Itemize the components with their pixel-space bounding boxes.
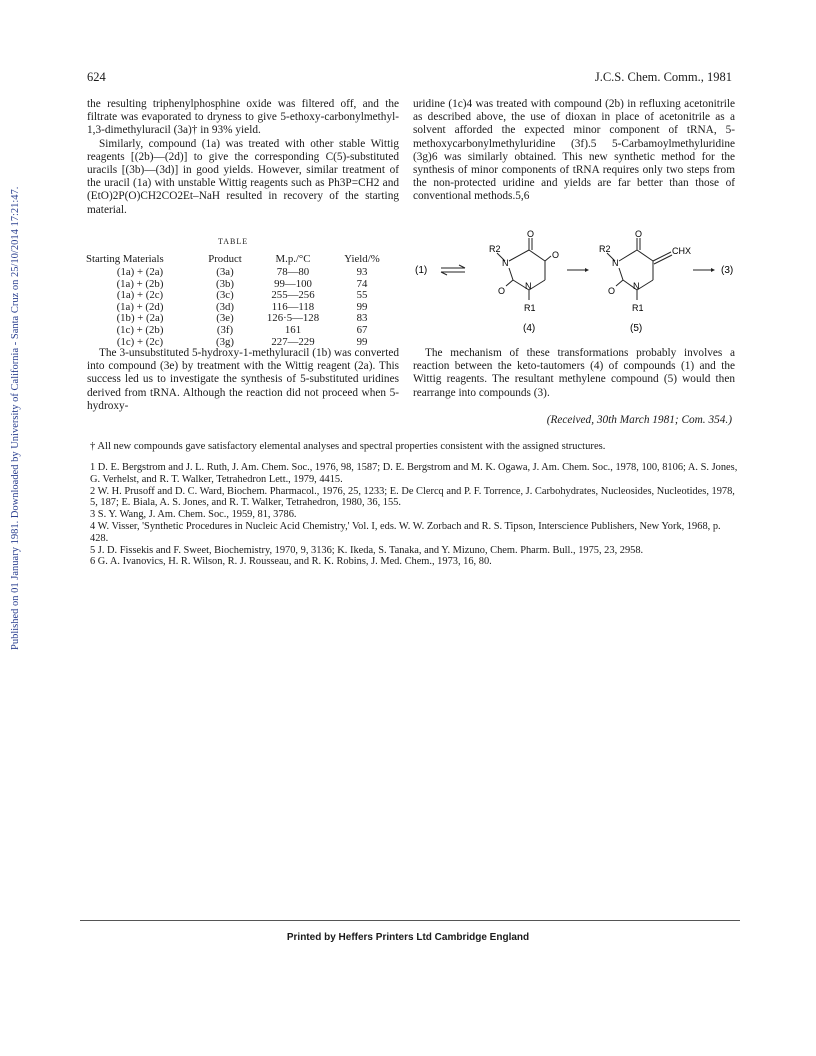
- table-cell: (1a) + (2a): [116, 266, 164, 278]
- table-row: [86, 325, 394, 337]
- column-header: Yield/%: [344, 253, 380, 265]
- table-cell: 227—229: [271, 335, 315, 348]
- table-cell: 161: [284, 323, 302, 336]
- reaction-arrow: [693, 268, 715, 272]
- table-cell: (3a): [216, 266, 234, 278]
- column-header: M.p./°C: [275, 253, 311, 265]
- table-cell: (3g): [216, 335, 234, 348]
- table-header-row: [86, 253, 394, 267]
- paragraph: uridine (1c)4 was treated with compound (2b) in refluxing acetonitrile as described above, the use of dioxan in place of acetonitrile as a solvent afforded the expected minor component of tRNA, 5-methoxycarbonylmethyluridine (3f).5 5-Carbamoylmethyluridine (3g)6 was similarly obtained. This new synthetic method for the synthesis of minor components of tRNA requires only two steps from the non-protected uridine and yields are far better than those of conventional methods.5,6: [413, 98, 735, 203]
- table-cell: 99: [356, 335, 368, 348]
- oxygen-label: O: [552, 250, 560, 260]
- table-cell: (1b) + (2a): [116, 312, 164, 325]
- reference-item: 1 D. E. Bergstrom and J. L. Ruth, J. Am. Chem. Soc., 1976, 98, 1587; D. E. Bergstrom and M. K. Ogawa, J. Am. Chem. Soc., 1978, 100, 8106; A. S. Jones, G. Verhelst, and R. T. Walker, Tetrahedron Lett., 1979, 4415.: [90, 462, 738, 485]
- compound-3-label: (3): [721, 265, 734, 276]
- printer-credit: Printed by Heffers Printers Ltd Cambridge England: [286, 932, 530, 943]
- compound-4-label: (4): [523, 323, 536, 334]
- reference-item: 5 J. D. Fissekis and F. Sweet, Biochemistry, 1970, 9, 3136; K. Ikeda, S. Tanaka, and Y. Mizuno, Chem. Pharm. Bull., 1975, 23, 2958.: [90, 544, 644, 556]
- results-table: [86, 253, 394, 348]
- reaction-scheme: [413, 228, 743, 338]
- table-cell: 255—256: [271, 289, 315, 302]
- table-cell: (1a) + (2b): [116, 277, 164, 290]
- table-cell: (3d): [216, 300, 234, 313]
- download-note: Published on 01 January 1981. Downloaded by University of California - Santa Cruz on 25/10/2014 17:21:47.: [10, 186, 21, 650]
- compound-1-label: (1): [415, 265, 428, 276]
- table-cell: 55: [356, 289, 368, 302]
- compound-5-structure: [607, 238, 672, 300]
- table-cell: (3e): [216, 312, 234, 325]
- compound-5-label: (5): [630, 323, 643, 334]
- nitrogen-label: N: [612, 258, 619, 268]
- r1-label: R1: [524, 303, 536, 313]
- table-cell: 78—80: [276, 266, 310, 278]
- reaction-arrow: [567, 268, 589, 272]
- table-cell: 116—118: [271, 300, 315, 313]
- paragraph: Similarly, compound (1a) was treated with other stable Wittig reagents [(2b)—(2d)] to give the corresponding C(5)-substituted uracils [(3b)—(3d)] in good yields. However, similar treatment of the uracil (1a) with unstable Wittig reagents such as Ph3P=CH2 and (EtO)2P(O)CH2CO2Et–NaH resulted in recovery of the starting material.: [87, 137, 399, 216]
- column-header: Product: [208, 253, 242, 265]
- table-cell: 99: [356, 300, 368, 313]
- table-cell: 126·5—128: [266, 312, 320, 325]
- paragraph: The mechanism of these transformations probably involves a reaction between the keto-tautomers (4) of compounds (1) and the Wittig reagents. The resultant methylene compound (5) would then rearrange into compounds (3).: [413, 347, 735, 399]
- equilibrium-arrow: [441, 265, 465, 275]
- oxygen-label: O: [608, 286, 616, 296]
- table-cell: (1c) + (2b): [116, 323, 164, 336]
- r1-label: R1: [632, 303, 644, 313]
- paragraph: The 3-unsubstituted 5-hydroxy-1-methyluracil (1b) was converted into compound (3e) by treatment with the Wittig reagent (2a). This success led us to investigate the synthesis of 5-substituted uridines derived from tRNA. Although the reaction did not proceed when 5-hydroxy-: [87, 347, 399, 412]
- footnote: † All new compounds gave satisfactory elemental analyses and spectral properties consistent with the assigned structures.: [90, 441, 606, 452]
- compound-4-structure: [497, 238, 551, 300]
- oxygen-label: O: [635, 229, 643, 239]
- references-list: [90, 462, 738, 568]
- right-column-bottom: [413, 347, 735, 400]
- reference-item: 2 W. H. Prusoff and D. C. Ward, Biochem. Pharmacol., 1976, 25, 1233; E. De Clercq and P. F. Torrence, J. Carbohydrates, Nucleosides, Nucleotides, 1978, 5, 187; E. Biala, A. S. Jones, and R. T. Walker, Tetrahedron, 1980, 36, 155.: [90, 485, 735, 509]
- left-column-bottom: [87, 347, 399, 413]
- table-cell: (1c) + (2c): [116, 335, 164, 348]
- table-cell: 74: [356, 277, 368, 290]
- column-header: Starting Materials: [86, 253, 164, 265]
- download-watermark: [2, 150, 21, 650]
- received-date: (Received, 30th March 1981; Com. 354.): [546, 414, 732, 426]
- table-cell: (1a) + (2d): [116, 300, 164, 313]
- nitrogen-label: N: [502, 258, 509, 268]
- table-cell: (3c): [216, 289, 234, 302]
- table-cell: (3f): [216, 323, 234, 336]
- reference-item: 6 G. A. Ivanovics, H. R. Wilson, R. J. Rousseau, and R. K. Robins, J. Med. Chem., 1973, 16, 80.: [90, 556, 492, 568]
- table-title: TABLE: [218, 237, 249, 246]
- table-cell: (3b): [216, 277, 234, 290]
- nitrogen-label: N: [525, 281, 532, 291]
- oxygen-label: O: [498, 286, 506, 296]
- right-column-top: [413, 98, 735, 204]
- table-cell: 99—100: [274, 277, 312, 290]
- left-column-top: [87, 98, 399, 217]
- table-cell: 67: [356, 323, 368, 336]
- journal-header: J.C.S. Chem. Comm., 1981: [594, 70, 732, 84]
- r2-label: R2: [489, 244, 501, 254]
- table-row: [86, 267, 394, 279]
- bottom-rule: [80, 920, 740, 921]
- page-number: 624: [87, 70, 106, 84]
- table-cell: (1a) + (2c): [116, 289, 164, 302]
- chx-label: CHX: [672, 246, 692, 256]
- r2-label: R2: [599, 244, 611, 254]
- oxygen-label: O: [527, 229, 535, 239]
- reference-item: 4 W. Visser, 'Synthetic Procedures in Nucleic Acid Chemistry,' Vol. I, eds. W. W. Zorbach and R. S. Tipson, Interscience Publishers, New York, 1968, p. 428.: [90, 520, 721, 544]
- reference-item: 3 S. Y. Wang, J. Am. Chem. Soc., 1959, 81, 3786.: [90, 509, 297, 521]
- paragraph: the resulting triphenylphosphine oxide was filtered off, and the filtrate was evaporated to dryness to give 5-ethoxy-carbonylmethyl-1,3-dimethyluracil (3a)† in 93% yield.: [87, 98, 399, 137]
- table-cell: 83: [356, 312, 368, 325]
- nitrogen-label: N: [633, 281, 640, 291]
- table-cell: 93: [356, 266, 368, 278]
